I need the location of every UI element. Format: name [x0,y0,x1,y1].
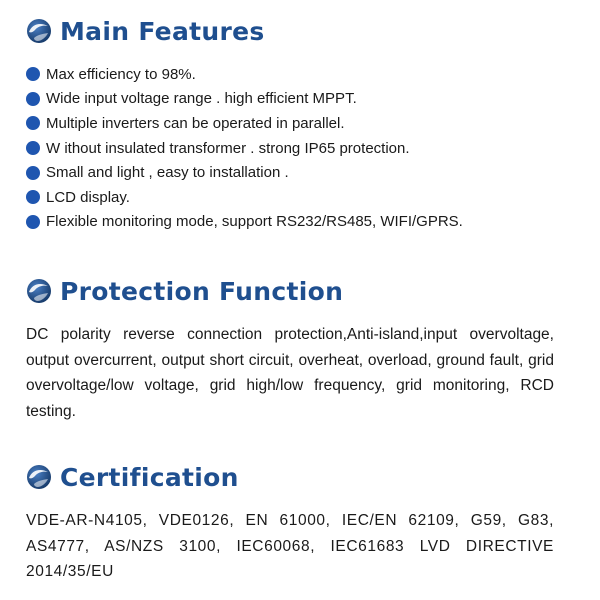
feature-list [26,62,554,234]
list-item [26,210,554,235]
feature-text: Small and light , easy to installation . [46,164,289,182]
globe-icon [26,278,52,304]
feature-text: W ithout insulated transformer . strong IP65 protection. [46,139,410,157]
main-features-heading [26,14,554,48]
feature-text: LCD display. [46,188,130,206]
main-features-title: Main Features [60,16,265,46]
feature-text: Flexible monitoring mode, support RS232/RS485, WIFI/GPRS. [46,213,463,231]
globe-icon [26,18,52,44]
list-item [26,62,554,87]
feature-text: Max efficiency to 98%. [46,65,196,83]
protection-function-title: Protection Function [60,276,344,306]
certification-heading [26,460,554,494]
protection-function-text: DC polarity reverse connection protection,Anti-island,input overvoltage, output overcurrent, output short circuit, overheat, overload, ground fault, grid overvoltage/low voltage, grid high/low frequency, grid monitoring, RCD testing. [26,326,554,420]
list-item [26,185,554,210]
feature-text: Multiple inverters can be operated in parallel. [46,114,345,132]
list-item [26,87,554,112]
main-features-section [26,14,554,234]
list-item [26,136,554,161]
bullet-icon [26,67,40,81]
protection-function-heading [26,274,554,308]
certification-title: Certification [60,462,239,492]
bullet-icon [26,116,40,130]
certification-section [26,460,554,585]
protection-function-section [26,274,554,424]
feature-text: Wide input voltage range . high efficient MPPT. [46,90,357,108]
bullet-icon [26,215,40,229]
globe-icon [26,464,52,490]
bullet-icon [26,166,40,180]
list-item [26,160,554,185]
bullet-icon [26,190,40,204]
list-item [26,111,554,136]
bullet-icon [26,141,40,155]
bullet-icon [26,92,40,106]
certification-text: VDE-AR-N4105, VDE0126, EN 61000, IEC/EN 62109, G59, G83, AS4777, AS/NZS 3100, IEC60068, IEC61683 LVD DIRECTIVE 2014/35/EU [26,512,554,580]
